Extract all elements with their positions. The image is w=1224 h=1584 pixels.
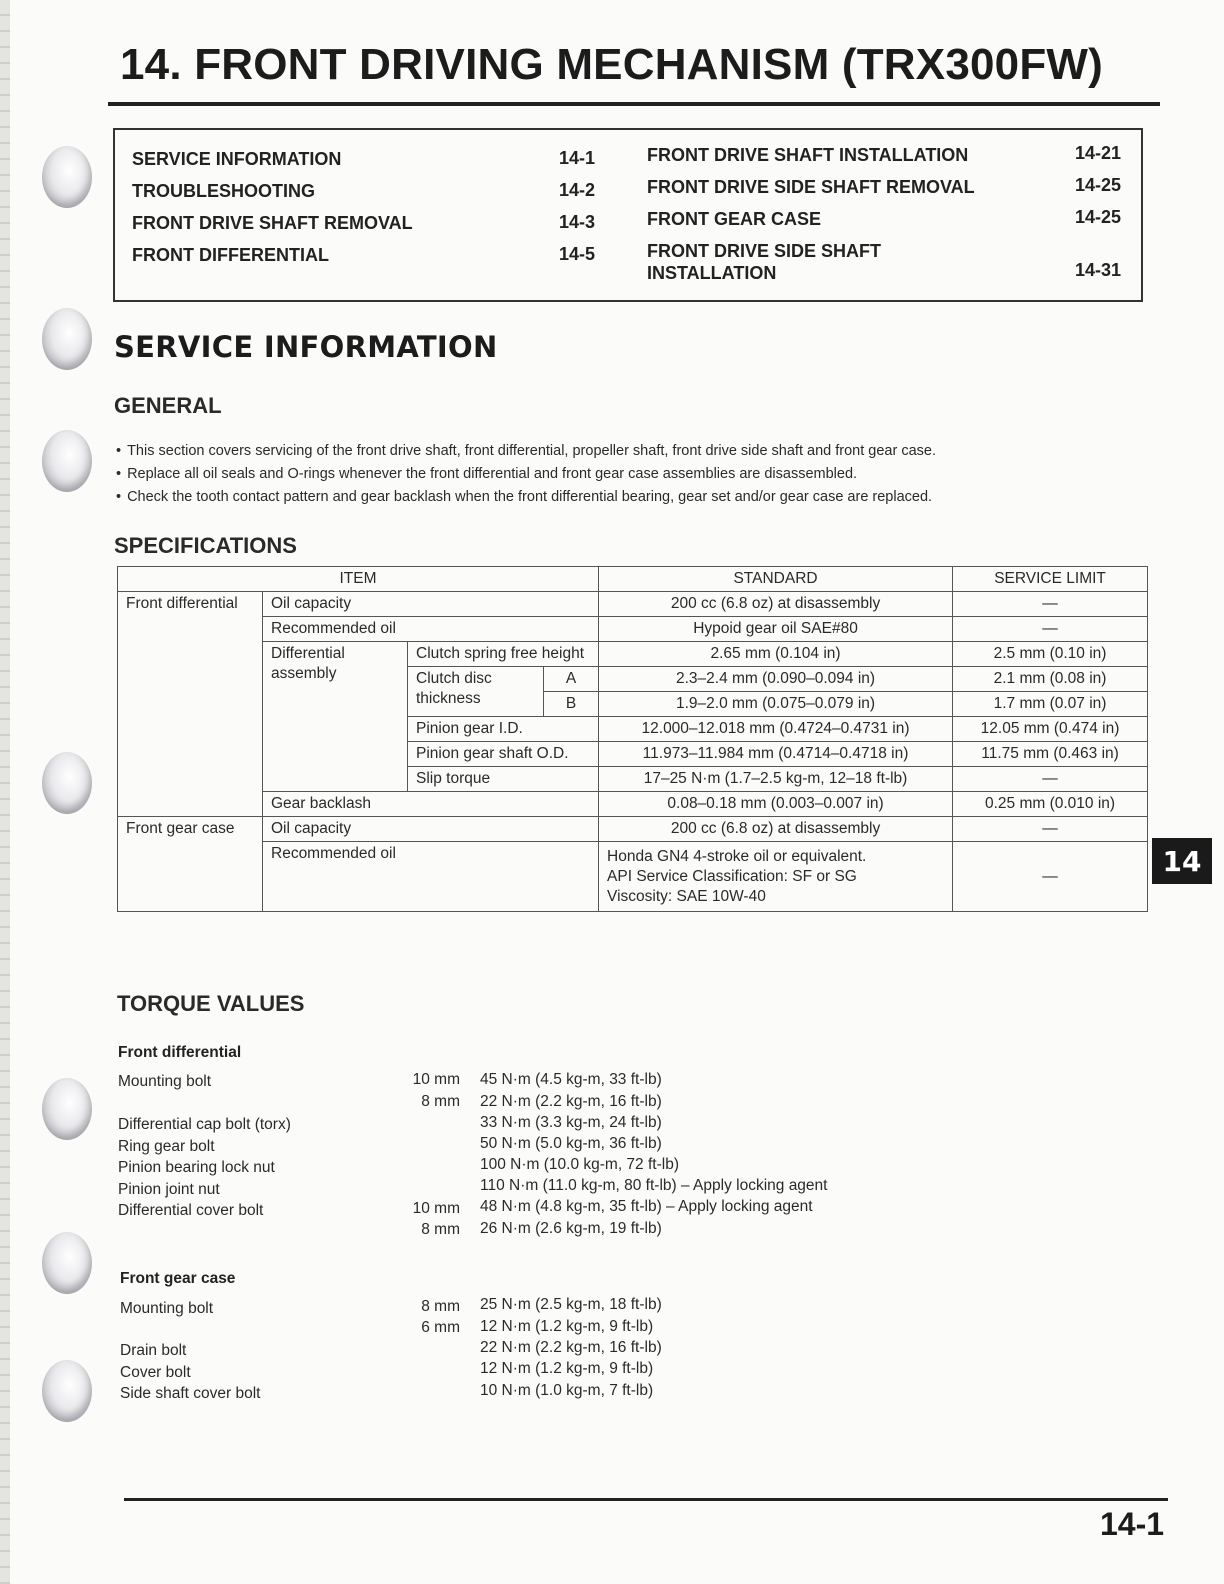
standard-cell: 2.3–2.4 mm (0.090–0.094 in) [599,667,953,692]
toc-item-front-differential[interactable]: FRONT DIFFERENTIAL [132,245,329,265]
toc-page: 14-25 [1075,207,1122,227]
toc-item-front-drive-shaft-installation[interactable]: FRONT DRIVE SHAFT INSTALLATION [647,145,969,165]
punch-hole [42,1360,92,1422]
table-of-contents [113,128,1143,302]
toc-item-front-gear-case[interactable]: FRONT GEAR CASE [647,209,822,229]
group-front-gear-case: Front gear case [118,817,263,912]
item-cell: Recommended oil [263,617,599,642]
list-item: • Replace all oil seals and O-rings whenever the front differential and front gear case assemblies are disassembled. [116,463,1126,486]
table-row [118,817,1148,842]
column-header-standard: STANDARD [599,567,953,592]
item-cell: Slip torque [408,767,599,792]
torque-size: 8 mm [421,1093,460,1110]
limit-cell: 2.5 mm (0.10 in) [953,642,1148,667]
punch-hole [42,1232,92,1294]
toc-page: 14-5 [559,244,596,264]
toc-page: 14-1 [559,148,596,168]
table-row [118,842,1148,912]
standard-line: API Service Classification: SF or SG [607,867,857,885]
sub-heading-general: GENERAL [114,393,222,418]
toc-page: 14-21 [1075,143,1122,163]
standard-cell: 0.08–0.18 mm (0.003–0.007 in) [599,792,953,817]
standard-cell: 11.973–11.984 mm (0.4714–0.4718 in) [599,742,953,767]
torque-size: 8 mm [421,1221,460,1238]
table-row [118,617,1148,642]
item-cell: Pinion gear I.D. [408,717,599,742]
limit-cell: — [953,617,1148,642]
toc-item-troubleshooting[interactable]: TROUBLESHOOTING [132,181,315,201]
column-header-item: ITEM [118,567,599,592]
torque-group-front-gear-case: Front gear case [120,1270,236,1287]
table-row [118,592,1148,617]
torque-value: 26 N·m (2.6 kg-m, 19 ft-lb) [480,1220,662,1237]
torque-value: 22 N·m (2.2 kg-m, 16 ft-lb) [480,1093,662,1110]
standard-cell [599,842,953,912]
toc-item-line: FRONT DRIVE SIDE SHAFT [647,241,882,261]
limit-cell: 1.7 mm (0.07 in) [953,692,1148,717]
torque-label: Differential cap bolt (torx) [118,1116,291,1133]
limit-cell: 0.25 mm (0.010 in) [953,792,1148,817]
toc-item-front-drive-shaft-removal[interactable]: FRONT DRIVE SHAFT REMOVAL [132,213,413,233]
item-cell: A [544,667,599,692]
sub-heading-torque-values: TORQUE VALUES [117,991,305,1016]
toc-item-service-information[interactable]: SERVICE INFORMATION [132,149,342,169]
column-header-service-limit: SERVICE LIMIT [953,567,1148,592]
title-rule [108,102,1160,106]
torque-value: 12 N·m (1.2 kg-m, 9 ft-lb) [480,1318,654,1335]
footer-rule [124,1498,1168,1501]
group-clutch-disc: Clutch disc thickness [408,667,544,717]
torque-value: 22 N·m (2.2 kg-m, 16 ft-lb) [480,1339,662,1356]
torque-value: 110 N·m (11.0 kg-m, 80 ft-lb) – Apply locking agent [480,1177,828,1194]
torque-label: Mounting bolt [118,1073,212,1090]
toc-item-front-drive-side-shaft-installation[interactable] [647,240,881,284]
item-cell: Recommended oil [263,842,599,912]
item-cell: B [544,692,599,717]
standard-cell: 12.000–12.018 mm (0.4724–0.4731 in) [599,717,953,742]
torque-label: Differential cover bolt [118,1202,264,1219]
item-cell: Gear backlash [263,792,599,817]
torque-label: Pinion bearing lock nut [118,1159,275,1176]
standard-cell: 200 cc (6.8 oz) at disassembly [599,592,953,617]
toc-page: 14-31 [1075,260,1122,280]
standard-cell: Hypoid gear oil SAE#80 [599,617,953,642]
binding-edge [0,0,10,1584]
item-cell: Pinion gear shaft O.D. [408,742,599,767]
standard-cell: 200 cc (6.8 oz) at disassembly [599,817,953,842]
table-row [118,642,1148,667]
torque-value: 10 N·m (1.0 kg-m, 7 ft-lb) [480,1382,654,1399]
page-number: 14-1 [1100,1506,1165,1542]
punch-hole [42,146,92,208]
standard-cell: 17–25 N·m (1.7–2.5 kg-m, 12–18 ft-lb) [599,767,953,792]
torque-label: Mounting bolt [120,1300,214,1317]
torque-label: Side shaft cover bolt [120,1385,261,1402]
section-heading-service-information: SERVICE INFORMATION [114,330,498,364]
toc-page: 14-25 [1075,175,1122,195]
torque-value: 12 N·m (1.2 kg-m, 9 ft-lb) [480,1360,654,1377]
toc-page: 14-3 [559,212,596,232]
punch-hole [42,430,92,492]
torque-size: 10 mm [412,1200,460,1217]
torque-value: 50 N·m (5.0 kg-m, 36 ft-lb) [480,1135,662,1152]
torque-group-front-differential: Front differential [118,1044,242,1061]
limit-cell: — [953,842,1148,912]
item-cell: Oil capacity [263,817,599,842]
chapter-tab: 14 [1152,838,1212,884]
punch-hole [42,308,92,370]
limit-cell: — [953,592,1148,617]
standard-line: Honda GN4 4-stroke oil or equivalent. [607,847,867,865]
toc-item-line: INSTALLATION [647,263,777,283]
group-front-differential: Front differential [118,592,263,817]
limit-cell: — [953,817,1148,842]
standard-cell: 1.9–2.0 mm (0.075–0.079 in) [599,692,953,717]
list-item: • Check the tooth contact pattern and gear backlash when the front differential bearing, gear set and/or gear case are replaced. [116,486,1126,509]
standard-cell: 2.65 mm (0.104 in) [599,642,953,667]
table-row [118,792,1148,817]
torque-value: 33 N·m (3.3 kg-m, 24 ft-lb) [480,1114,662,1131]
torque-size: 8 mm [421,1298,460,1315]
torque-label: Ring gear bolt [118,1138,215,1155]
specifications-table [117,566,1148,912]
torque-label: Cover bolt [120,1364,191,1381]
list-item: • This section covers servicing of the front drive shaft, front differential, propeller shaft, front drive side shaft and front gear case. [116,440,1126,463]
punch-hole [42,752,92,814]
limit-cell: 12.05 mm (0.474 in) [953,717,1148,742]
torque-value: 100 N·m (10.0 kg-m, 72 ft-lb) [480,1156,679,1173]
torque-size: 6 mm [421,1319,460,1336]
torque-label: Pinion joint nut [118,1181,220,1198]
standard-line: Viscosity: SAE 10W-40 [607,887,766,905]
item-cell: Clutch spring free height [408,642,599,667]
torque-value: 45 N·m (4.5 kg-m, 33 ft-lb) [480,1071,662,1088]
torque-value: 48 N·m (4.8 kg-m, 35 ft-lb) – Apply locking agent [480,1198,813,1215]
sub-heading-specifications: SPECIFICATIONS [114,533,297,558]
general-bullet-list [116,440,1126,509]
torque-size: 10 mm [412,1071,460,1088]
punch-hole [42,1078,92,1140]
torque-value: 25 N·m (2.5 kg-m, 18 ft-lb) [480,1296,662,1313]
torque-label: Drain bolt [120,1342,187,1359]
limit-cell: 2.1 mm (0.08 in) [953,667,1148,692]
toc-page: 14-2 [559,180,596,200]
table-header-row [118,567,1148,592]
toc-item-front-drive-side-shaft-removal[interactable]: FRONT DRIVE SIDE SHAFT REMOVAL [647,177,975,197]
limit-cell: 11.75 mm (0.463 in) [953,742,1148,767]
limit-cell: — [953,767,1148,792]
item-cell: Oil capacity [263,592,599,617]
page-title: 14. FRONT DRIVING MECHANISM (TRX300FW) [120,40,1103,89]
group-differential-assembly: Differential assembly [263,642,408,792]
